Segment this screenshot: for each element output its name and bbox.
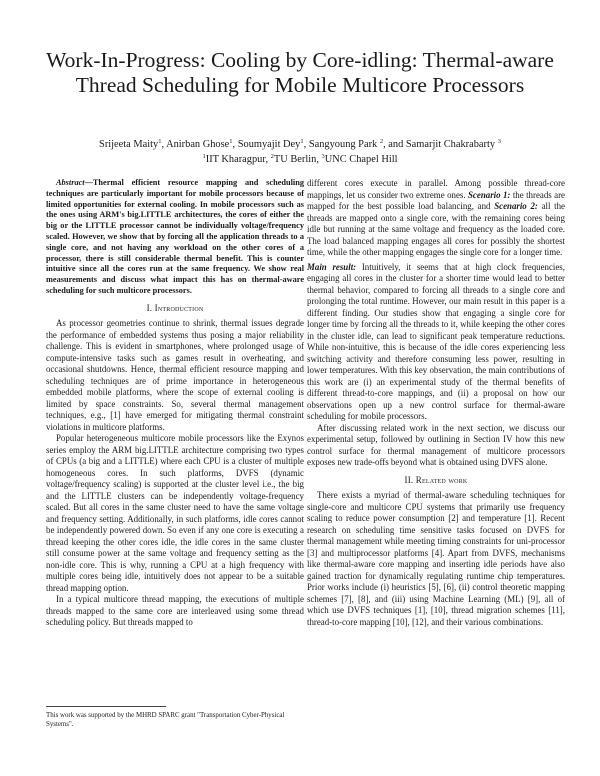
- right-column: [307, 178, 565, 628]
- affiliation-mark: 1: [202, 153, 206, 160]
- author-affiliation-mark: 2: [379, 138, 384, 145]
- left-column: [46, 178, 304, 629]
- intro-paragraph-2: Popular heterogeneous multicore mobile processors like the Exynos series employ the ARM big.LITTLE architecture comprising two types of CPUs (a big and a LITTLE) where each CPU is a cluster of multiple homogeneous cores. In such platforms, DVFS (dynamic voltage/frequency scaling) is supported at the cluster level i.e., the big and the LITTLE clusters can be independently voltage-frequency scaled. But all cores in the same cluster need to have the same voltage and frequency setting. Additionally, in such platforms, idle cores cannot be independently powered down. So even if any one core is executing a thread keeping the other cores idle, the idle cores in the same cluster still consume power at the same voltage and frequency setting as the non-idle core. This is why, running a CPU at a high frequency with multiple cores being idle, intuitively does not appear to be a suitable thread mapping option.: [46, 433, 304, 593]
- affiliation-name: IIT Kharagpur: [205, 154, 266, 165]
- author-affiliation-mark: 1: [229, 138, 233, 145]
- affiliation-separator: ,: [265, 154, 271, 165]
- section-heading-related-work: II. Related work: [404, 474, 468, 485]
- author-separator: ,: [232, 139, 238, 150]
- affiliation-name: UNC Chapel Hill: [324, 154, 398, 165]
- footnote-divider: [46, 706, 166, 707]
- affiliation-separator: ,: [316, 154, 322, 165]
- abstract-text: —Thermal efficient resource mapping and scheduling techniques are particularly important for mobile processors because of limited opportunities for external cooling. In mobile processors such as the ones using ARM's big.LITTLE architectures, the cores of either the big or the LITTLE processor cannot be individually voltage/frequency scaled. However, we show that by forcing all the application threads to a single core, and not having any workload on the other cores of a processor, there is still considerable thermal benefit. This is counter intuitive since all the cores run at the same frequency. We show real measurements and discuss what impact this has on thermal-aware scheduling for such multicore processors.: [46, 178, 304, 295]
- author-separator: ,: [383, 139, 389, 150]
- section-heading-introduction: I. Introduction: [146, 302, 204, 313]
- abstract: [46, 178, 304, 297]
- intro-paragraph-1: As processor geometries continue to shrink, thermal issues degrade the performance of embedded systems thus posing a major reliability challenge. This is evident in smartphones, where prolonged usage of compute-intensive tasks such as games result in overheating, and occasional shutdowns. Hence, thermal efficient resource mapping and scheduling techniques are of prime importance in heterogeneous embedded mobile platforms, where the scope of external cooling is limited by space constraints. So, several thermal management techniques, e.g., [1] have emerged for mitigating thermal constraint violations in multicore platforms.: [46, 318, 304, 432]
- scenario-1-label: Scenario 1:: [468, 189, 511, 200]
- author-affiliation-mark: 3: [497, 138, 501, 145]
- main-result-paragraph: [307, 262, 565, 423]
- funding-footnote: This work was supported by the MHRD SPARC grant "Transportation Cyber-Physical Systems".: [46, 712, 285, 728]
- author-affiliation-mark: 1: [158, 138, 162, 145]
- author-affiliation-mark: 1: [300, 138, 304, 145]
- author-list: [30, 138, 570, 152]
- author-separator: ,: [161, 139, 167, 150]
- author-name: Samarjit Chakrabarty: [405, 139, 496, 150]
- paper-title: Work-In-Progress: Cooling by Core-idling: Thermal-aware Thread Scheduling for Mobile Multicore Processors: [46, 48, 554, 97]
- affiliation-mark: 2: [270, 153, 274, 160]
- abstract-label: Abstract: [56, 178, 85, 187]
- author-separator: ,: [303, 139, 309, 150]
- author-name: Anirban Ghose: [166, 139, 230, 150]
- author-conjunction: and: [388, 139, 406, 150]
- affiliation-name: TU Berlin: [273, 154, 317, 165]
- author-name: Soumyajit Dey: [237, 139, 301, 150]
- intro-paragraph-3: In a typical multicore thread mapping, the executions of multiple threads mapped to the same core are interleaved using some thread scheduling policy. But threads mapped to: [46, 594, 304, 628]
- outline-paragraph: After discussing related work in the next section, we discuss our experimental setup, followed by outlining in Section IV how this new control surface for thermal management of multicore processors exposes new trade-offs beyond what is obtained using DVFS alone.: [307, 422, 565, 467]
- scenario-2-label: Scenario 2:: [494, 201, 538, 211]
- related-work-paragraph: There exists a myriad of thermal-aware scheduling techniques for single-core and multicore CPU systems that primarily use frequency scaling to reduce power consumption [2] and temperature [1]. Recent research on scheduling time sensitive tasks focused on DVFS for thermal management while meeting timing constraints for uni-processor [3] and multiprocessor platforms [4]. Apart from DVFS, mechanisms like thermal-aware core mapping and inserting idle periods have also gained traction for dynamically regulating runtime chip temperatures. Prior works include (i) heuristics [5], [6], (ii) control theoretic mapping schemes [7], [8], and (iii) using Machine Learning (ML) [9], all of which use DVFS techniques [1], [10], thread migration schemes [11], thread-to-core mapping [10], [12], and their various combinations.: [307, 490, 565, 627]
- main-result-label: Main result:: [307, 261, 357, 272]
- intro-continued-text-c: all the threads are mapped onto a single core, with the remaining cores being idle but running at the same voltage and frequency as the loaded core. The load balanced mapping engages all cores for possibly the shortest time, while the other mapping engages the single core for a longer time.: [307, 201, 566, 257]
- author-name: Srijeeta Maity: [99, 139, 159, 150]
- author-name: Sangyoung Park: [308, 139, 378, 150]
- intro-continued-text-b: the threads are mapped for the best possible load balancing, and: [307, 189, 565, 211]
- intro-continued-text-a: different cores execute in parallel. Among possible thread-core mappings, let us consider two extreme ones.: [307, 178, 565, 200]
- main-result-text: Intuitively, it seems that at high clock frequencies, engaging all cores in the cluster for a shorter time would lead to better thermal behavior, compared to forcing all threads to a single core and prolonging the total runtime. However, our main result in this paper is a different finding. Our studies show that engaging a single core for longer time by forcing all the threads to it, while keeping the other cores in the cluster idle, can lead to significant peak temperature reductions. While non-intuitive, this is because of the idle cores experiencing less switching activity and therefore consuming less power, resulting in lower temperatures. With this key observation, the main contributions of this work are (i) an experimental study of the thermal benefits of different thread-to-core mappings, and (ii) a proposal on how our observations open up a new control surface for thermal-aware scheduling for mobile processors.: [307, 261, 565, 421]
- affiliation-list: [30, 153, 570, 167]
- affiliation-mark: 3: [321, 153, 325, 160]
- intro-paragraph-continued: [307, 178, 565, 259]
